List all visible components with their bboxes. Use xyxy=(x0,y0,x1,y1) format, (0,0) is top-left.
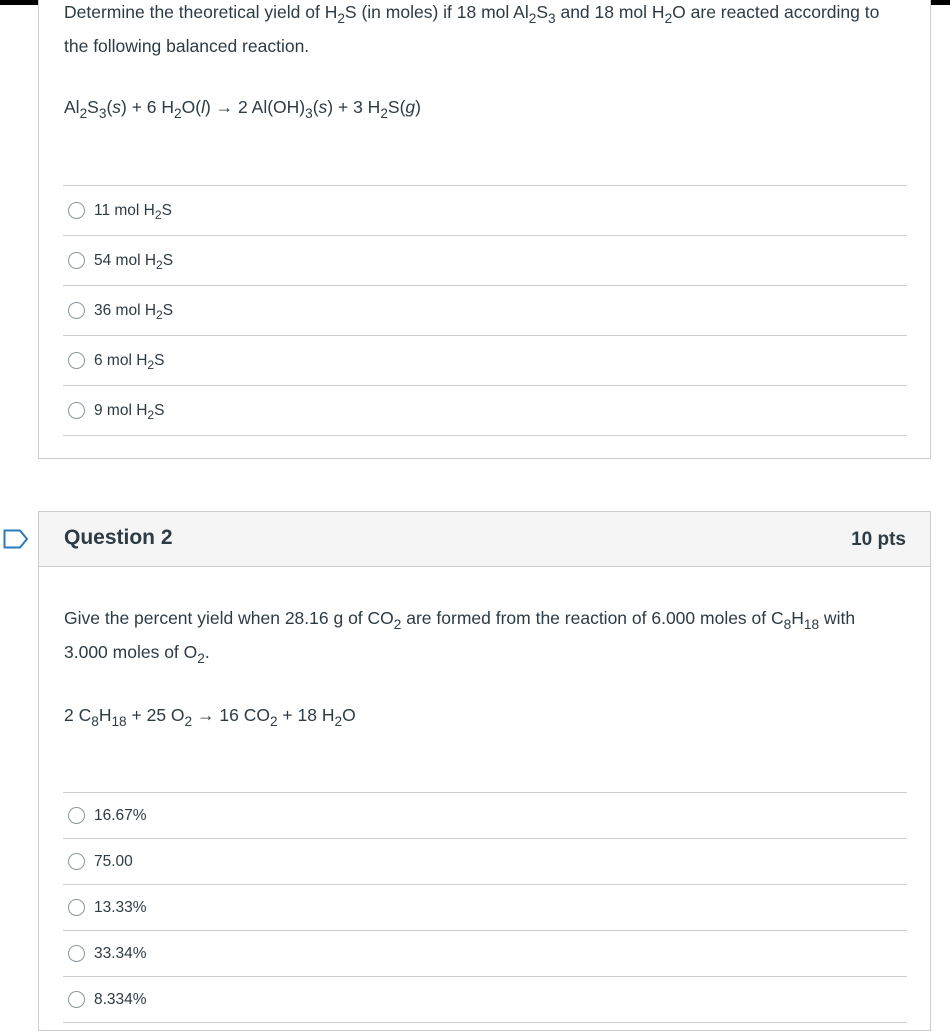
answer-label: 6 mol $H_2S$ xyxy=(94,351,165,372)
answer-option[interactable] xyxy=(63,839,907,885)
radio-circle-icon[interactable] xyxy=(68,252,85,269)
answer-option[interactable] xyxy=(63,977,907,1023)
answer-label: 8.334% xyxy=(94,990,147,1008)
answer-label: 11 mol $H_2S$ xyxy=(94,201,172,222)
question-1-equation: $Al_2S_3(s) + 6$ $H_2O(l) \to 2$ $Al(OH)_3(s) + 3$ $H_2S(g)$ xyxy=(64,97,421,121)
answer-label: 75.00 xyxy=(94,852,133,870)
answer-label: 9 mol $H_2S$ xyxy=(94,401,165,422)
question-2-answers xyxy=(63,792,907,1023)
radio-circle-icon[interactable] xyxy=(68,202,85,219)
answer-label: 13.33% xyxy=(94,898,147,916)
answer-option[interactable] xyxy=(63,286,907,336)
answer-option[interactable] xyxy=(63,386,907,436)
radio-circle-icon[interactable] xyxy=(68,991,85,1008)
radio-circle-icon[interactable] xyxy=(68,945,85,962)
answer-option[interactable] xyxy=(63,885,907,931)
answer-label: 16.67% xyxy=(94,806,147,824)
answer-option[interactable] xyxy=(63,236,907,286)
answer-label: 54 mol $H_2S$ xyxy=(94,251,174,272)
question-2-card xyxy=(38,511,931,1031)
question-points: 10 pts xyxy=(851,529,906,550)
answer-label: 36 mol $H_2S$ xyxy=(94,301,174,322)
question-1-text: Determine the theoretical yield of $H_2S$ (in moles) if 18 mol $Al_2S_3$ and 18 mol $H_2O$ are reacted according to the following balanced reaction. xyxy=(64,2,880,56)
question-1-card xyxy=(38,0,931,459)
answer-option[interactable] xyxy=(63,931,907,977)
radio-circle-icon[interactable] xyxy=(68,807,85,824)
flag-icon[interactable] xyxy=(3,529,29,549)
radio-circle-icon[interactable] xyxy=(68,352,85,369)
answer-option[interactable] xyxy=(63,186,907,236)
radio-circle-icon[interactable] xyxy=(68,899,85,916)
question-header xyxy=(39,512,930,567)
answer-label: 33.34% xyxy=(94,944,147,962)
radio-circle-icon[interactable] xyxy=(68,853,85,870)
question-2-text: Give the percent yield when 28.16 g of $CO_2$ are formed from the reaction of 6.000 moles of $C_8H_{18}$ with 3.000 moles of $O_2$. xyxy=(64,608,856,666)
question-title: Question 2 xyxy=(64,526,173,549)
question-1-answers xyxy=(63,185,907,436)
radio-circle-icon[interactable] xyxy=(68,302,85,319)
answer-option[interactable] xyxy=(63,336,907,386)
radio-circle-icon[interactable] xyxy=(68,402,85,419)
question-2-equation: 2 $C_8H_{18} + 25$ $O_2 \to 16$ $CO_2 + 18$ $H_2O$ xyxy=(64,705,356,729)
answer-option[interactable] xyxy=(63,793,907,839)
